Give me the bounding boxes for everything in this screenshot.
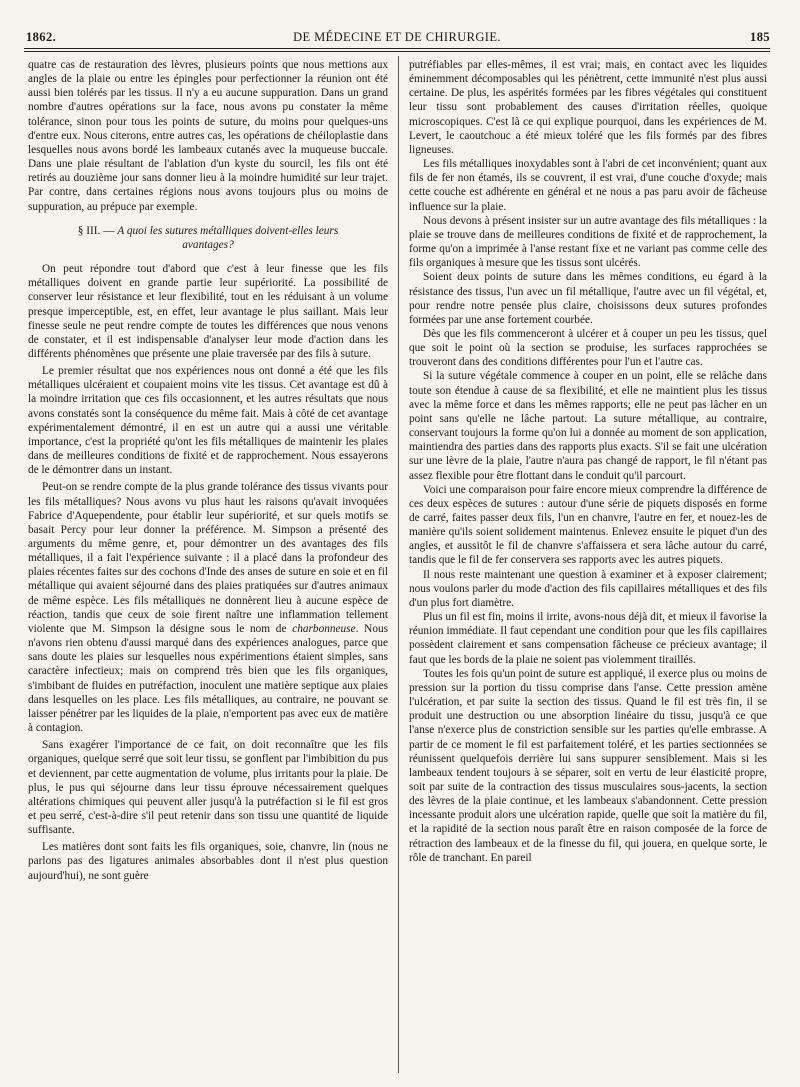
text-run: . Nous n'avons rien obtenu d'aussi marqué dans des expériences analogues, parce que sans doute les plaies sur lesquelles nous expérimentions étaient simples, sans caractère infectieux; mais on comprend très bien que les fils organiques, s'imbibant de fluides en putréfaction, inoculent une matière septique aux plaies dans lesquelles on les place. Les fils métalliques, au contraire, ne pouvant se laisser pénétrer par les liquides de la plaie, n'emportent pas avec eux de matière à contagion. [28, 622, 388, 735]
paragraph: On peut répondre tout d'abord que c'est à leur finesse que les fils métalliques doivent en grande partie leur supériorité. La possibilité de conserver leur résistance et leur flexibilité, tout en les réduisant à un volume presque imperceptible, est, en effet, leur avantage le plus saillant. Mais leur finesse seule ne peut rendre compte de toutes les différences que nous venons de constater, et il est indispensable d'analyser leur mode d'action dans les différents phénomènes que présente une plaie traversée par des fils à suture. [28, 263, 388, 360]
paragraph: quatre cas de restauration des lèvres, plusieurs points que nous mettions aux angles de la plaie ou entre les épingles pour perfectionner la réunion ont été aussi bien tolérés par les tissus. Il n'y a eu aucune suppuration. Dans un grand nombre d'autres opérations sur la face, nous avons pu constater la même tolérance, sinon pour tous les points de suture, du moins pour quelques-uns d'entre eux. Nous citerons, entre autres cas, les opérations de chéiloplastie dans lesquelles nous avons bordé les lambeaux cutanés avec la muqueuse buccale. Dans une plaie résultant de l'ablation d'un kyste du sourcil, les fils ont été retirés au douzième jour sans donner lieu à la moindre humidité sur leur trajet. Par contre, dans certaines régions nous avons toujours plus ou moins de suppuration, au prépuce par exemple. [28, 59, 388, 213]
page-number: 185 [750, 30, 770, 44]
paragraph: Nous devons à présent insister sur un autre avantage des fils métalliques : la plaie se trouve dans de meilleures conditions de fixité et de rapprochement, la forme qu'on a imprimée à l'anse restant fixe et ne variant pas comme celle des fils organiques à mesure que les tissus sont ulcérés. [409, 214, 767, 270]
paragraph: Dès que les fils commenceront à ulcérer et à couper un peu les tissus, quel que soit le point où la section se produise, les surfaces rapprochées se trouveront dans des conditions différentes pour l'un et l'autre cas. [409, 327, 767, 369]
paragraph: Sans exagérer l'importance de ce fait, on doit reconnaître que les fils organiques, quelque serré que soit leur tissu, se gonflent par l'imbibition du pus et deviennent, par cette augmentation de volume, plus irritants pour la plaie. De plus, le pus qui séjourne dans leur tissu éprouve nécessairement quelques altérations chimiques qui peuvent aller jusqu'à la putréfaction si le fil est gros et peu serré, c'est-à-dire s'il peut retenir dans son tissu une quantité de liquide suffisante. [28, 739, 388, 837]
left-column [28, 58, 388, 1078]
column-divider [398, 56, 399, 1073]
text-run: Peut-on se rendre compte de la plus grande tolérance des tissus vivants pour les fils métalliques? Nous avons vu plus haut les raisons qu'avait invoquées Fabrice d'Aquependente, pour établir leur supériorité, et sur quels motifs se basait Percy pour leur donner la préférence. M. Simpson a présenté des arguments du même genre, et, pour démontrer un des avantages des fils métalliques, il a fait l'expérience suivante : il a placé dans la profondeur des plaies récentes faites sur des cochons d'Inde des anses de suture en soie et en fil métallique qui avaient séjourné dans des plaies pratiquées sur d'autres animaux de même espèce. Les fils métalliques ne donnèrent lieu à aucune espèce de réaction, tandis que ceux de soie firent naître une inflammation tellement violente que M. Simpson la désigne sous le nom de [28, 481, 388, 635]
paragraph: Voici une comparaison pour faire encore mieux comprendre la différence de ces deux espèces de sutures : autour d'une série de piquets disposés en forme de carré, faites passer deux fils, l'un en chanvre, l'autre en fer, et nouez-les de manière qu'ils soient solidement maintenus. Enlevez ensuite le piquet d'un des angles, et aussitôt le fil de chanvre s'affaissera et sera lâche autour du carré, tandis que le fil de fer conservera ses rapports avec les autres piquets. [409, 483, 767, 567]
header-year: 1862. [26, 30, 57, 44]
header-rule-bottom [24, 51, 770, 52]
paragraph: Plus un fil est fin, moins il irrite, avons-nous déjà dit, et mieux il favorise la réunion immédiate. Il faut cependant une condition pour que les fils capillaires possèdent clairement et sans compensation fâcheuse ce précieux avantage; il faut que les bords de la plaie ne soient pas violemment tiraillés. [409, 611, 767, 666]
paragraph [28, 480, 388, 735]
paragraph: Les matières dont sont faits les fils organiques, soie, chanvre, lin (nous ne parlons pas des ligatures animales absorbables dont il n'est plus question aujourd'hui), ne sont guère [28, 841, 388, 882]
header-rule-top [24, 48, 770, 49]
section-title: A quoi les sutures métalliques doivent-elles leurs avantages? [117, 224, 339, 251]
paragraph: Il nous reste maintenant une question à examiner et à exposer clairement; nous voulons parler du mode d'action des fils capillaires métalliques et des fils d'un plus fort diamètre. [409, 568, 767, 609]
emphasis-term: charbonneuse [292, 622, 356, 635]
header-title: DE MÉDECINE ET DE CHIRURGIE. [293, 30, 501, 44]
paragraph: putréfiables par elles-mêmes, il est vrai; mais, en contact avec les liquides éminemment décomposables qui les pénètrent, cette immunité n'est plus aussi certaine. De plus, les aspérités formées par les fibres végétales qui constituent leur tissu sont probablement des causes d'irritation réelles, quoique microscopiques. C'est là ce qui explique pourquoi, dans les expériences de M. Levert, le caoutchouc a été mieux toléré que les fils formés par des fibres ligneuses. [409, 59, 767, 156]
paragraph: Les fils métalliques inoxydables sont à l'abri de cet inconvénient; quant aux fils de fer non étamés, ils se couvrent, il est vrai, d'une couche d'oxyde; mais cette couche est adhérente en général et ne nous a pas paru avoir de fâcheuse influence sur la plaie. [409, 158, 767, 213]
running-header [24, 30, 770, 48]
paragraph: Soient deux points de suture dans les mêmes conditions, eu égard à la résistance des tissus, l'un avec un fil métallique, l'autre avec un fil végétal, et, pour rendre notre pensée plus claire, choisissons deux sutures profondes formées par une anse fortement courbée. [409, 271, 767, 326]
paragraph: Si la suture végétale commence à couper en un point, elle se relâche dans toute son étendue à cause de sa flexibilité, et elle ne maintient plus les tissus avec la même force et dans les mêmes rapports; elle ne peut pas lâcher en un point sans qu'elle ne lâche partout. La suture métallique, au contraire, conservant toujours la forme qu'on lui a donnée au moment de son application, maintiendra des parties dans des rapports plus exacts. S'il se fait une ulcération sur une lèvre de la plaie, l'autre n'aura pas changé de rapport, le fil n'étant pas assez flexible pour être flottant dans le conduit qu'il parcourt. [409, 370, 767, 482]
paragraph: Le premier résultat que nos expériences nous ont donné a été que les fils métalliques ulcéraient et coupaient moins vite les tissus. Cet avantage est dû à la moindre irritation que ces fils occasionnent, et les autres résultats que nous avons constatés sont la conséquence du même fait. Mais à côté de cet avantage expérimentalement démontré, il en est un autre qui a aussi une véritable importance, c'est la propriété qu'ont les fils métalliques de maintenir les plaies dans de meilleures conditions de fixité et de rapprochement. Nous essayerons de le démontrer dans un instant. [28, 365, 388, 477]
paragraph: Toutes les fois qu'un point de suture est appliqué, il exerce plus ou moins de pression sur la portion du tissu comprise dans l'anse. Cette pression amène l'ulcération, et par suite la section des tissus. Quand le fil est très fin, il se produit une destruction ou une absorption linéaire du tissu, jusqu'à ce que l'anse n'exerce plus de constriction sensible sur les parties qu'elle embrasse. A partir de ce moment le fil est parfaitement toléré, et les parties sectionnées se réunissent quelquefois derrière lui sans suppurer sensiblement. Mais si les lambeaux tendent toujours à se séparer, soit en vertu de leur élasticité propre, soit par suite de la contraction des tissus musculaires sous-jacents, la section des lèvres de la plaie continue, et les lambeaux s'abandonnent. Cette pression incessante produit alors une ulcération rapide, quelle que soit la matière du fil, et la rapidité de la section nous paraît être en raison composée de la force de rétraction des lambeaux et de la finesse du fil, qui jouera, en quelque sorte, le rôle de tranchant. En pareil [409, 667, 767, 864]
section-number: § III. — [77, 224, 115, 237]
section-heading [28, 224, 388, 252]
right-column [409, 58, 767, 1078]
